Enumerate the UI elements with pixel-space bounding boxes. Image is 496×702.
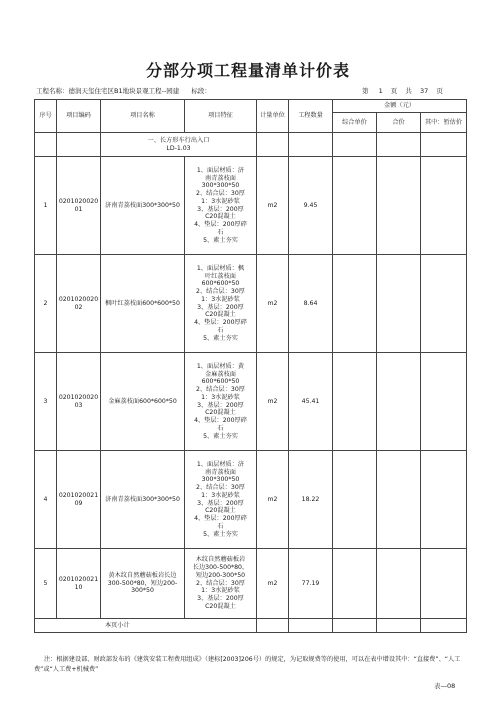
row-feature [185,255,257,353]
header-name: 项目名称 [101,100,185,133]
row-unit: m2 [257,549,289,619]
feature-line: 300*300*50 [201,182,240,190]
page-total: 37 [419,87,429,95]
page-counter [362,86,445,95]
header-unit-price: 综合单价 [333,113,377,133]
feature-line: 石 [217,424,224,432]
feature-line: 3、基层：200厚 [197,401,244,409]
feature-line: 石 [217,228,224,236]
page-gong: 共 [405,87,412,95]
feature-line: 3、基层：200厚 [197,205,244,213]
feature-line: 1：3水泥砂浆 [201,393,240,401]
feature-line: 石 [217,522,224,530]
feature-line: 1：3水泥砂浆 [201,295,240,303]
table-row [35,353,467,451]
row-unit-price [333,549,377,619]
feature-line: 2、结合层：30厚 [196,386,245,393]
project-label: 工程名称：德润天玺住宅区B1地块景观工程--园建 [36,87,180,95]
row-feature [185,353,257,451]
feature-line: C20混凝土 [205,602,236,610]
row-qty: 77.19 [289,549,333,619]
form-number: 表—08 [434,682,456,690]
feature-line: 600*600*50 [201,280,240,288]
feature-line: C20混凝土 [205,409,236,417]
row-feature [185,157,257,255]
page-ye1: 页 [390,87,398,95]
section-heading-row [35,133,467,157]
feature-line: 短边200-300*50 [195,571,246,579]
bill-table [34,99,467,633]
page-title: 分部分项工程量清单计价表 [145,61,350,80]
feature-line: 叶红荔枝面 [205,272,236,280]
header-provisional: 其中：暂估价 [421,113,467,133]
header-total: 合价 [377,113,421,133]
project-name [36,86,211,95]
footnote: 注：根据建设部、财政部发布的《建筑安装工程费用组成》（建标[2003]206号）的规定，为记取规费等的使用，可以在表中增设其中：“直接费”、“人工费”或“人工费+机械费” [34,656,461,673]
row-qty: 8.64 [289,255,333,353]
feature-line: 2、结合层：30厚 [196,190,245,197]
feature-line: 石 [217,326,224,334]
feature-line: 2、结合层：30厚 [196,484,245,491]
row-seq: 5 [35,549,57,619]
row-provisional [421,157,467,255]
row-name: 济南青荔枝面300*300*50 [101,451,185,549]
section-heading [101,133,257,157]
feature-line: 1、面层材质：济 [196,460,245,468]
row-total [377,353,421,451]
header-code: 项目编码 [57,100,101,133]
feature-line: 3、基层：200厚 [197,499,244,507]
feature-line: 600*600*50 [201,378,240,386]
row-seq: 4 [35,451,57,549]
header-qty: 工程数量 [289,100,333,133]
row-unit: m2 [257,353,289,451]
feature-line: 1、面层材质：枫 [196,264,245,272]
row-name: 济南青荔枝面300*300*50 [101,157,185,255]
row-code: 020102002109 [57,451,101,549]
subtotal-label: 本页小计 [35,619,257,633]
feature-line: 木纹自然蘑菇板岩 [195,556,246,564]
row-feature [185,549,257,619]
feature-line: 南青荔枝面 [205,174,236,182]
row-seq: 1 [35,157,57,255]
row-name: 黄木纹自然蘑菇板岩长边300-500*80，短边200-300*50 [101,549,185,619]
row-provisional [421,353,467,451]
row-seq: 2 [35,255,57,353]
feature-line: 300*300*50 [201,476,240,484]
feature-line: 4、垫层：200厚碎 [194,515,247,522]
row-name: 枫叶红荔枝面600*600*50 [101,255,185,353]
page-di: 第 [362,87,369,95]
row-qty: 9.45 [289,157,333,255]
row-unit: m2 [257,451,289,549]
feature-line: 4、垫层：200厚碎 [194,221,247,228]
feature-line: 南青荔枝面 [205,468,236,476]
row-provisional [421,255,467,353]
feature-line: 3、基层：200厚 [197,595,244,603]
row-unit-price [333,451,377,549]
feature-line: 4、垫层：200厚碎 [194,417,247,424]
page-current: 1 [378,87,383,95]
feature-line: 3、基层：200厚 [197,303,244,311]
feature-line: C20混凝土 [205,213,236,221]
subtotal-row [35,619,467,633]
row-unit: m2 [257,157,289,255]
row-provisional [421,451,467,549]
row-provisional [421,549,467,619]
feature-line: 2、结合层：30厚 [196,288,245,295]
table-row [35,157,467,255]
row-code: 020102002001 [57,157,101,255]
header-amount: 金额（元） [333,100,467,113]
section-heading-code: LD-1.03 [166,144,191,152]
header-feature: 项目特征 [185,100,257,133]
feature-line: 1、面层材质：黄 [196,362,245,370]
row-code: 020102002003 [57,353,101,451]
row-total [377,451,421,549]
header-unit: 计量单位 [257,100,289,133]
row-unit-price [333,157,377,255]
row-unit-price [333,255,377,353]
header-seq: 序号 [35,100,57,133]
feature-line: 1、面层材质：济 [196,166,245,174]
row-feature [185,451,257,549]
row-total [377,549,421,619]
feature-line: 金麻荔枝面 [205,370,236,378]
feature-line: 1：3水泥砂浆 [201,197,240,205]
row-name: 金麻荔枝面600*600*50 [101,353,185,451]
row-total [377,255,421,353]
feature-line: 5、素土夯实 [203,530,238,538]
feature-line: C20混凝土 [205,311,236,319]
row-qty: 45.41 [289,353,333,451]
feature-line: 1：3水泥砂浆 [201,587,240,595]
row-qty: 18.22 [289,451,333,549]
section-heading-title: 一、长方形车行出入口 [147,136,210,144]
feature-line: C20混凝土 [205,507,236,515]
section-label: 标段： [191,87,211,95]
row-unit: m2 [257,255,289,353]
row-code: 020102002002 [57,255,101,353]
feature-line: 5、素土夯实 [203,236,238,244]
table-row [35,255,467,353]
feature-line: 5、素土夯实 [203,334,238,342]
row-unit-price [333,353,377,451]
table-row [35,451,467,549]
row-code: 020102002110 [57,549,101,619]
row-total [377,157,421,255]
feature-line: 1：3水泥砂浆 [201,491,240,499]
table-row [35,549,467,619]
row-seq: 3 [35,353,57,451]
feature-line: 4、垫层：200厚碎 [194,319,247,326]
feature-line: 长边300-500*80， [192,564,249,572]
page-ye2: 页 [436,87,443,95]
feature-line: 5、素土夯实 [203,432,238,440]
feature-line: 2、结合层：30厚 [196,579,245,587]
